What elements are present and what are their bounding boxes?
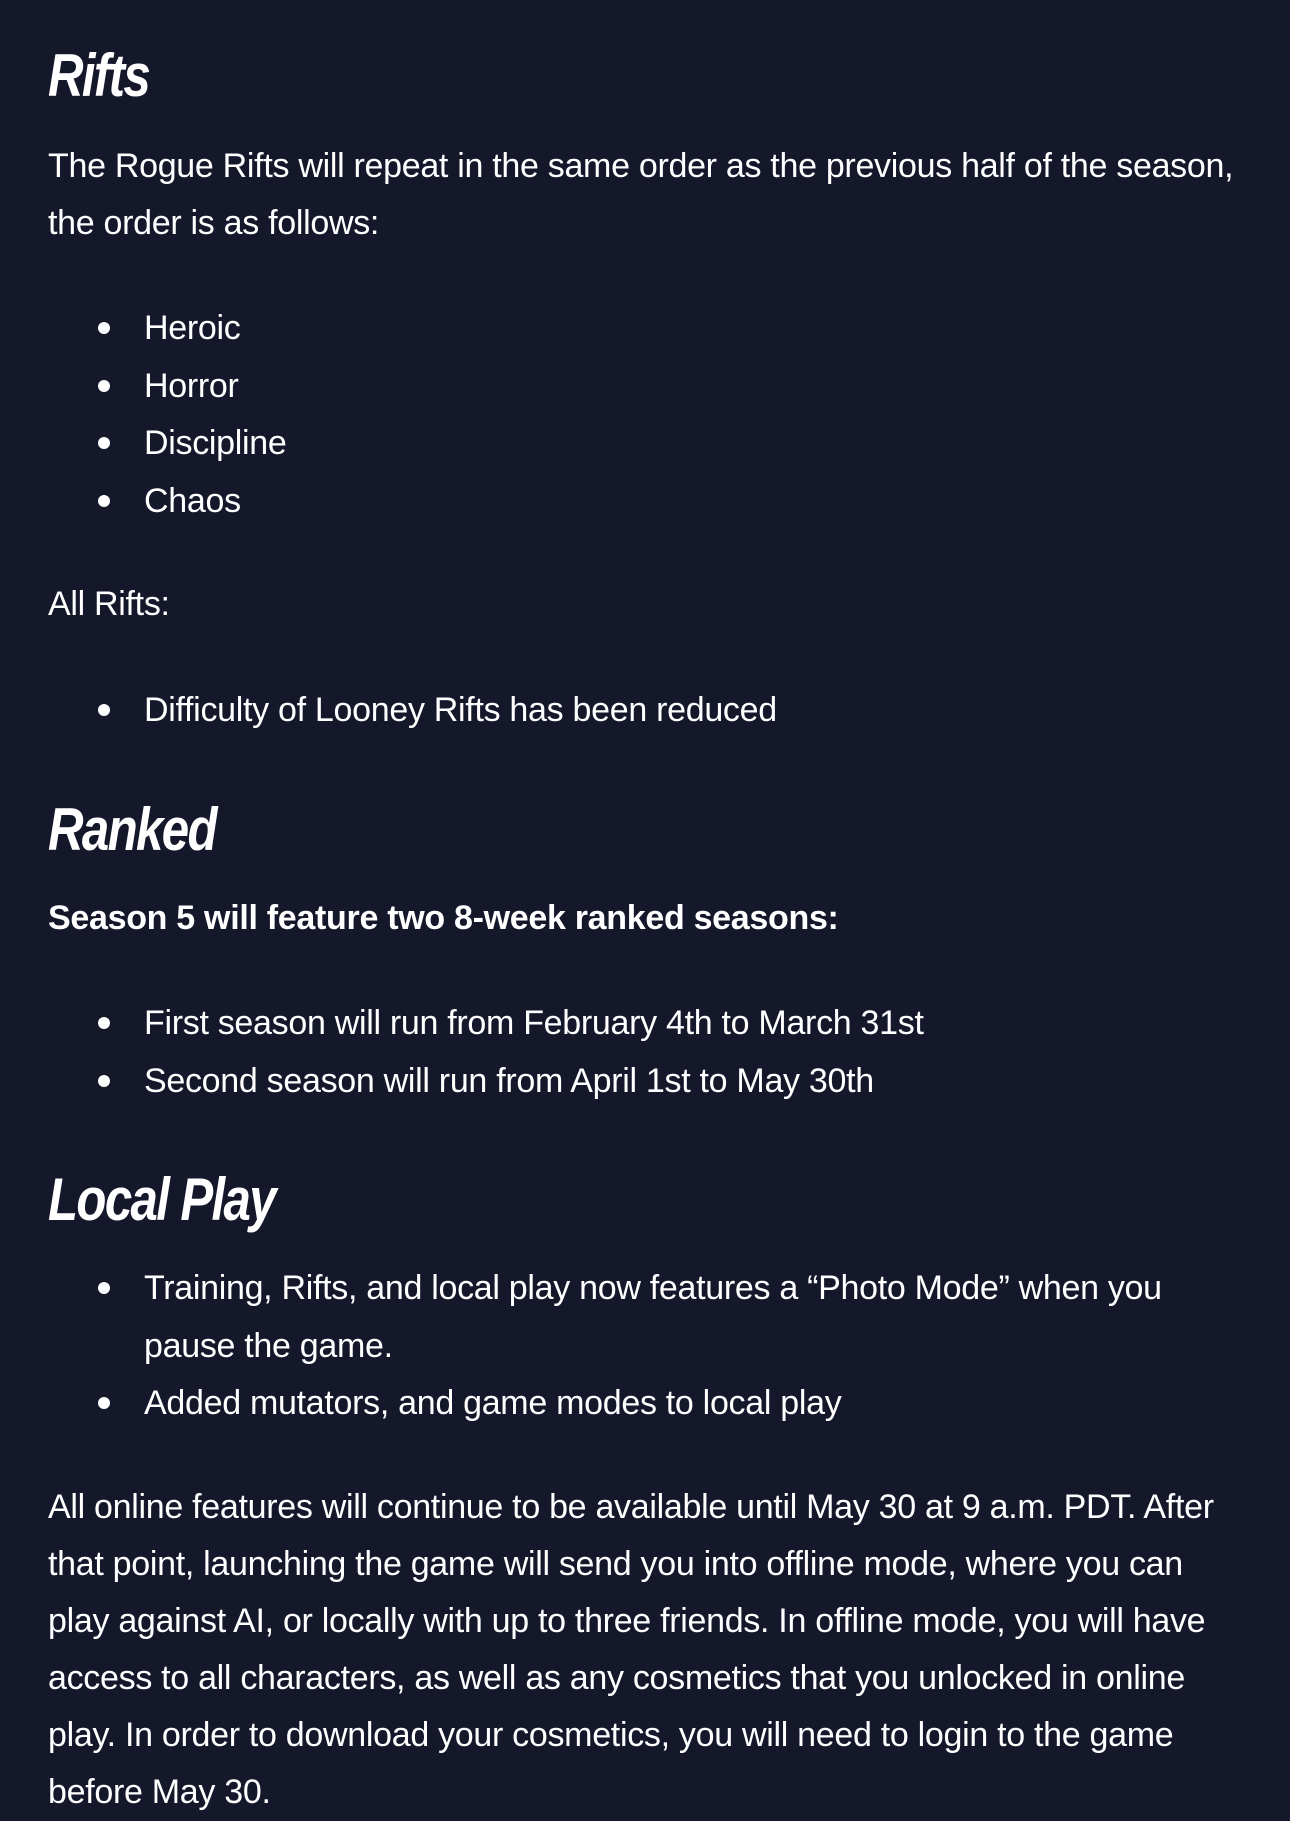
list-item-text: Training, Rifts, and local play now features a “Photo Mode” when you pause the game.: [144, 1269, 1162, 1365]
closing-paragraph: All online features will continue to be available until May 30 at 9 a.m. PDT. After that point, launching the game will send you into offline mode, where you can play against AI, or locally with up to three friends. In offline mode, you will have access to all characters, as well as any cosmetics that you unlocked in online play. In order to download your cosmetics, you will need to login to the game before May 30.: [48, 1488, 1214, 1811]
bullet-icon: [98, 1075, 110, 1087]
ranked-heading: Ranked: [48, 796, 216, 863]
list-item-text: Heroic: [144, 309, 241, 347]
list-item-text: First season will run from February 4th to March 31st: [144, 1004, 924, 1042]
rifts-order-list: [0, 300, 1290, 530]
list-item: [0, 1053, 1290, 1111]
all-rifts-list: [0, 682, 1290, 740]
list-item: [0, 473, 1290, 531]
list-item: [0, 415, 1290, 473]
list-item: [0, 1260, 1290, 1375]
list-item-text: Added mutators, and game modes to local play: [144, 1384, 842, 1422]
list-item-text: Horror: [144, 366, 239, 405]
bullet-icon: [98, 495, 110, 507]
bullet-icon: [98, 1397, 110, 1409]
list-item: [0, 682, 1290, 740]
list-item-text: Chaos: [144, 481, 241, 520]
list-item-text: Second season will run from April 1st to May 30th: [144, 1061, 874, 1100]
bullet-icon: [98, 380, 110, 392]
ranked-list: [0, 995, 1290, 1110]
local-play-list: [0, 1260, 1290, 1433]
rifts-heading: Rifts: [48, 42, 150, 109]
list-item: [0, 1375, 1290, 1433]
bullet-icon: [98, 704, 110, 716]
local-play-heading: Local Play: [48, 1166, 275, 1233]
rifts-intro: The Rogue Rifts will repeat in the same order as the previous half of the season, the order is as follows:: [48, 147, 1234, 242]
bullet-icon: [98, 1017, 110, 1029]
list-item: [0, 995, 1290, 1053]
all-rifts-label: All Rifts:: [48, 585, 170, 623]
ranked-intro: Season 5 will feature two 8-week ranked seasons:: [48, 899, 839, 937]
list-item: [0, 358, 1290, 416]
bullet-icon: [98, 437, 110, 449]
list-item-text: Difficulty of Looney Rifts has been reduced: [144, 691, 777, 729]
list-item: [0, 300, 1290, 358]
bullet-icon: [98, 322, 110, 334]
bullet-icon: [98, 1282, 110, 1294]
list-item-text: Discipline: [144, 424, 287, 462]
